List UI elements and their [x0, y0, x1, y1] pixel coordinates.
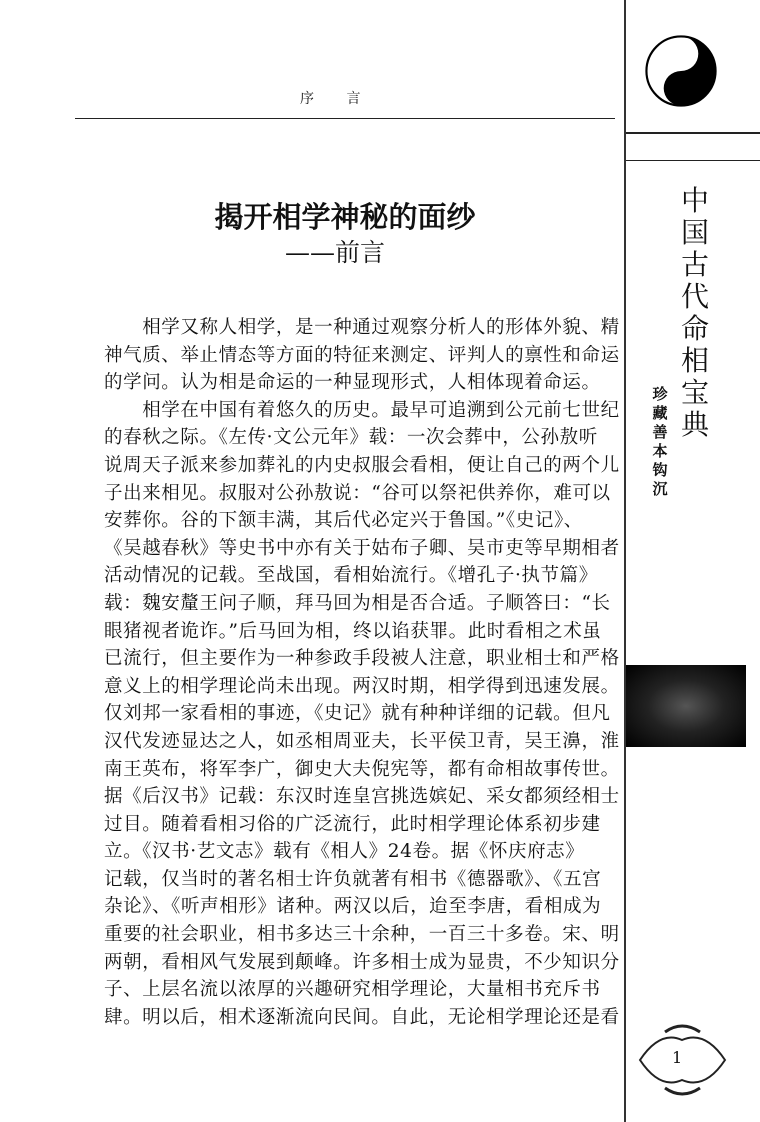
text-line: 记载，仅当时的著名相士许负就著有相书《德器歌》、《五宫	[104, 868, 602, 890]
text-line: 汉代发迹显达之人，如丞相周亚夫，长平侯卫青，吴王濞，淮	[104, 730, 620, 752]
text-line: 据《后汉书》记载：东汉时连皇宫挑选嫔妃、采女都须经相士	[104, 786, 620, 808]
text-line: 相学又称人相学，是一种通过观察分析人的形体外貌、精	[104, 317, 620, 338]
text-line: 安葬你。谷的下颔丰满，其后代必定兴于鲁国。”《史记》、	[104, 510, 583, 532]
text-line: 子出来相见。叔服对公孙敖说：“谷可以祭祀供养你，难可以	[104, 482, 611, 504]
text-line: 两朝，看相风气发展到颠峰。许多相士成为显贵，不少知识分	[104, 951, 620, 973]
text-line: 说周天子派来参加葬礼的内史叔服会看相，便让自己的两个儿	[104, 454, 620, 476]
text-line: 的学问。认为相是命运的一种显现形式，人相体现着命运。	[104, 372, 601, 394]
text-line: 神气质、举止情态等方面的特征来测定、评判人的禀性和命运	[104, 344, 620, 366]
series-subtitle: 珍藏善本钩沉	[652, 385, 668, 498]
text-line: 杂论》、《听声相形》诸种。两汉以后，迨至李唐，看相成为	[104, 896, 602, 918]
text-line: 肆。明以后，相术逐渐流向民间。自此，无论相学理论还是看	[104, 1006, 620, 1028]
floral-ornament-icon	[630, 1020, 735, 1100]
text-line: 相学在中国有着悠久的历史。最早可追溯到公元前七世纪	[104, 399, 620, 421]
text-line: 立。《汉书·艺文志》载有《相人》24卷。据《怀庆府志》	[104, 841, 585, 863]
text-line: 已流行，但主要作为一种参政手段被人注意，职业相士和严格	[104, 648, 620, 670]
text-line: 眼猪视者诡诈。”后马回为相，终以谄获罪。此时看相之术虽	[104, 620, 602, 642]
text-line: 活动情况的记载。至战国，看相始流行。《增孔子·执节篇》	[104, 565, 598, 587]
running-head: 序 言	[300, 91, 375, 107]
page-number: 1	[672, 1048, 683, 1067]
text-line: 的春秋之际。《左传·文公元年》载：一次会葬中，公孙敖听	[104, 427, 598, 449]
series-title: 中国古代命相宝典	[680, 184, 709, 441]
text-line: 《吴越春秋》等史书中亦有关于姑布子卿、吴市吏等早期相者	[104, 537, 620, 559]
text-line: 意义上的相学理论尚未出现。两汉时期，相学得到迅速发展。	[104, 675, 620, 697]
chapter-subtitle: ——前言	[285, 238, 386, 267]
text-line: 南王英布，将军李广，御史大夫倪宪等，都有命相故事传世。	[104, 758, 620, 780]
sidebar-rule	[626, 160, 760, 161]
text-line: 仅刘邦一家看相的事迹，《史记》就有种种详细的记载。但凡	[104, 703, 611, 725]
text-line: 过目。随着看相习俗的广泛流行，此时相学理论体系初步建	[104, 813, 601, 835]
yin-yang-icon	[645, 35, 717, 107]
text-line: 子、上层名流以浓厚的兴趣研究相学理论，大量相书充斥书	[104, 979, 601, 1001]
text-line: 重要的社会职业，相书多达三十余种，一百三十多卷。宋、明	[104, 924, 620, 946]
body-text	[104, 314, 624, 1031]
dragon-illustration	[626, 665, 746, 747]
header-rule	[75, 118, 615, 119]
sidebar-divider	[624, 0, 626, 1122]
chapter-title: 揭开相学神秘的面纱	[214, 200, 476, 234]
text-line: 载：魏安釐王问子顺，拜马回为相是否合适。子顺答曰：“长	[104, 592, 611, 614]
sidebar-rule	[626, 132, 760, 134]
